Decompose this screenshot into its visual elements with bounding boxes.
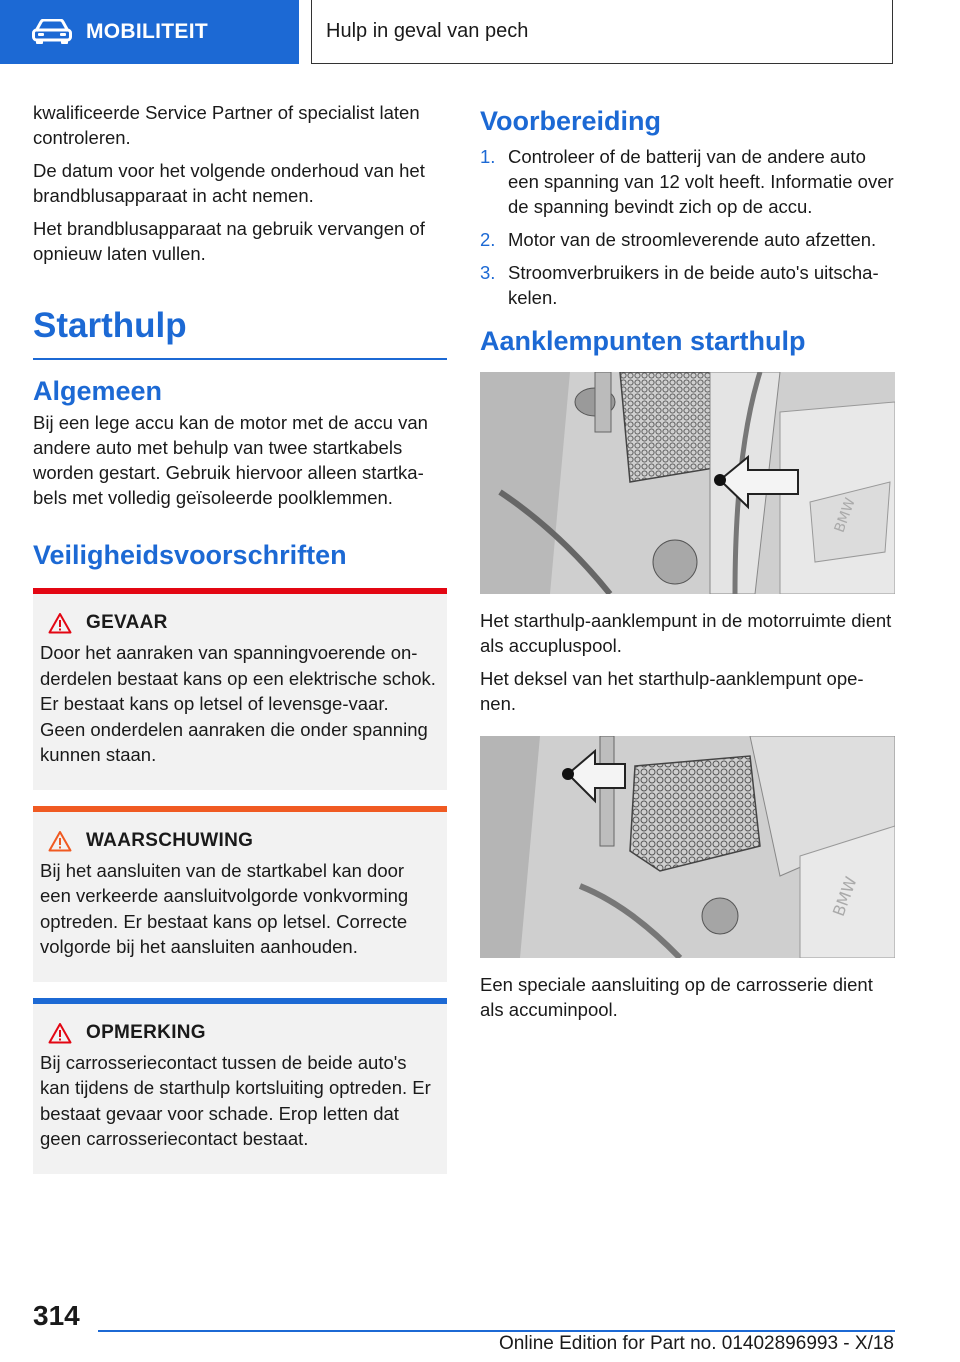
left-column bbox=[33, 100, 447, 1190]
preparation-steps bbox=[480, 144, 895, 310]
caption-open-cover: Het deksel van het starthulp-aanklempunt ope‐nen. bbox=[480, 668, 864, 714]
notice-text: Bij het aansluiten van de startkabel kan door een verkeerde aansluitvolgorde vonkvorming optreden. Er bestaat kans op letsel. Correcte volgorde bij het aansluiten aanhouden. bbox=[40, 859, 409, 957]
step-text: Controleer of de batterij van de andere auto een spanning van 12 volt heeft. Informatie over de spanning bevindt zich op de accu. bbox=[508, 146, 894, 217]
general-text: Bij een lege accu kan de motor met de accu van andere auto met behulp van twee startkabels worden gestart. Gebruik hiervoor alleen startka‐bels met volledig geïsoleerde poolklemmen. bbox=[33, 412, 428, 508]
list-item bbox=[480, 260, 895, 310]
section-title: Starthulp bbox=[33, 306, 187, 345]
engine-bay-photo-negative bbox=[480, 736, 895, 958]
jump-points-heading: Aanklempunten starthulp bbox=[480, 326, 806, 356]
list-item bbox=[480, 144, 895, 219]
notice-title: GEVAAR bbox=[86, 612, 168, 633]
caption-negative: Een speciale aansluiting op de carrosserie dient als accuminpool. bbox=[480, 974, 873, 1020]
preparation-heading: Voorbereiding bbox=[480, 106, 662, 136]
danger-notice bbox=[33, 588, 447, 790]
section-label: MOBILITEIT bbox=[86, 20, 208, 43]
notice-text: Bij carrosseriecontact tussen de beide auto's kan tijdens de starthulp kortsluiting optreden. Er bestaat gevaar voor schade. Erop letten dat geen carrosseriecontact bestaat. bbox=[40, 1051, 431, 1149]
chapter-header bbox=[311, 0, 893, 64]
step-number: 3. bbox=[480, 262, 496, 283]
warning-triangle-icon bbox=[48, 830, 72, 852]
car-icon bbox=[32, 19, 72, 45]
step-text: Stroomverbruikers in de beide auto's uitscha‐kelen. bbox=[508, 262, 879, 308]
edition-info: Online Edition for Part no. 01402896993 - X/18 bbox=[498, 1333, 894, 1354]
warning-triangle-icon bbox=[48, 1022, 72, 1044]
footer-divider bbox=[98, 1330, 895, 1332]
intro-paragraph: kwalificeerde Service Partner of specialist laten controleren. bbox=[33, 102, 420, 148]
svg-text:BMW: BMW bbox=[828, 874, 861, 919]
step-text: Motor van de stroomleverende auto afzetten. bbox=[508, 229, 877, 250]
title-divider bbox=[33, 358, 447, 360]
notice-title: WAARSCHUWING bbox=[86, 829, 254, 851]
caption-positive: Het starthulp-aanklempunt in de motorruimte dient als accupluspool. bbox=[480, 610, 892, 656]
intro-paragraph: Het brandblusapparaat na gebruik vervangen of opnieuw laten vullen. bbox=[33, 218, 425, 264]
chapter-title: Hulp in geval van pech bbox=[326, 20, 529, 42]
svg-text:BMW: BMW bbox=[831, 495, 859, 535]
step-number: 1. bbox=[480, 146, 496, 167]
warning-notice bbox=[33, 806, 447, 982]
notice-text: Door het aanraken van spanningvoerende on‐derdelen bestaat kans op een elektrische schok. Er bestaat kans op letsel of levensge‐vaar. Geen onderdelen aanraken die onder spanning kunnen staan. bbox=[40, 642, 436, 765]
list-item bbox=[480, 227, 895, 252]
section-tab[interactable] bbox=[0, 0, 299, 64]
engine-bay-photo-positive bbox=[480, 372, 895, 594]
note-notice bbox=[33, 998, 447, 1174]
notice-title: OPMERKING bbox=[86, 1021, 206, 1043]
right-column bbox=[480, 100, 895, 1030]
intro-paragraph: De datum voor het volgende onderhoud van het brandblusapparaat in acht nemen. bbox=[33, 160, 425, 206]
general-heading: Algemeen bbox=[33, 376, 163, 406]
page-number: 314 bbox=[33, 1300, 80, 1331]
step-number: 2. bbox=[480, 229, 496, 250]
safety-heading: Veiligheidsvoorschriften bbox=[33, 540, 347, 570]
warning-triangle-icon bbox=[48, 612, 72, 634]
